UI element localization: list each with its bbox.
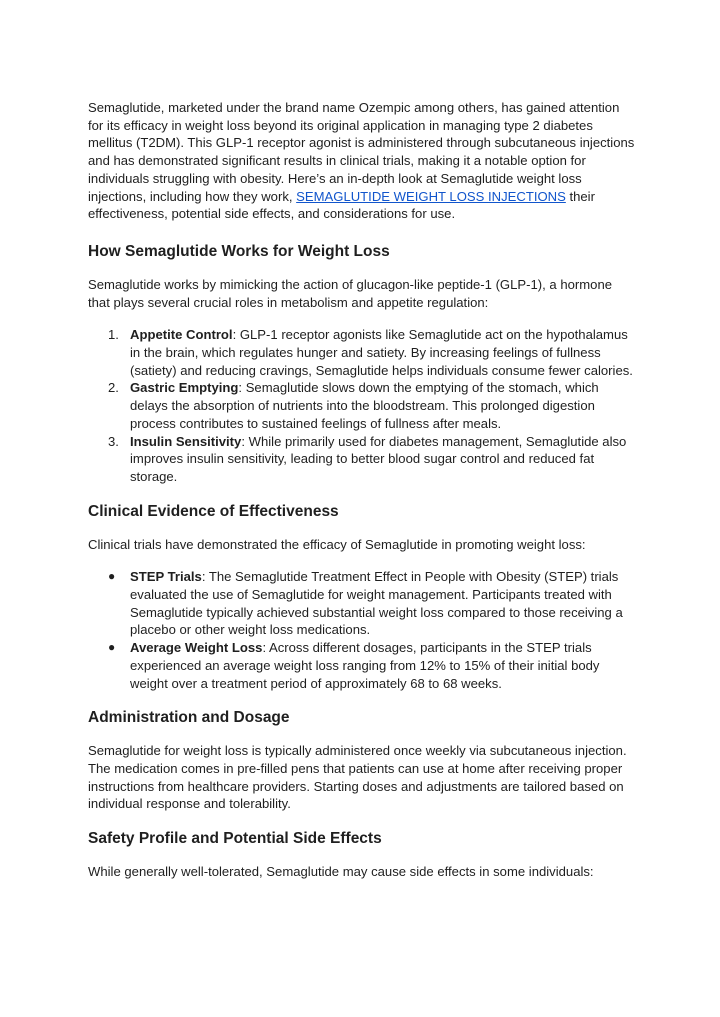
- list-item-text: : Across different dosages, participants in the STEP trials experienced an average weight loss ranging from 12% to 15% of their initial body weight over a treatment period of approximately 68 to 68 weeks.: [130, 640, 600, 691]
- list-item-term: Average Weight Loss: [130, 640, 263, 656]
- intro-text-start: Semaglutide, marketed under the brand name Ozempic among others, has gained attention for its efficacy in weight loss beyond its original application in managing type 2 diabetes mellitus (T2DM). This GLP-1 receptor agonist is administered through subcutaneous injections and has demonstrated significant results in clinical trials, making it a notable option for individuals struggling with obesity. Here’s an in-depth look at Semaglutide weight loss injections, including how they work,: [88, 100, 635, 204]
- bullet-icon: ●: [108, 640, 116, 655]
- list-item: [108, 433, 636, 486]
- heading-administration-dosage: Administration and Dosage: [88, 709, 290, 727]
- clinical-intro: Clinical trials have demonstrated the efficacy of Semaglutide in promoting weight loss:: [88, 536, 586, 552]
- list-item-term: Insulin Sensitivity: [130, 433, 242, 449]
- heading-clinical-evidence: Clinical Evidence of Effectiveness: [88, 502, 339, 520]
- semaglutide-injections-link[interactable]: SEMAGLUTIDE WEIGHT LOSS INJECTIONS: [296, 188, 566, 204]
- heading-how-semaglutide-works: How Semaglutide Works for Weight Loss: [88, 242, 390, 260]
- list-item: [108, 326, 636, 379]
- safety-intro: While generally well-tolerated, Semaglutide may cause side effects in some individuals:: [88, 864, 594, 880]
- list-marker: 1.: [108, 327, 119, 343]
- list-item-text: : GLP-1 receptor agonists like Semaglutide act on the hypothalamus in the brain, which regulates hunger and satiety. By increasing feelings of fullness (satiety) and reducing cravings, Semaglutide helps individuals consume fewer calories.: [130, 327, 633, 378]
- intro-text-end: their effectiveness, potential side effects, and considerations for use.: [88, 188, 595, 222]
- bullet-icon: ●: [108, 569, 116, 584]
- list-item-term: Appetite Control: [130, 327, 233, 343]
- list-item: [108, 568, 636, 639]
- document-page: [88, 99, 636, 881]
- list-marker: 3.: [108, 433, 119, 449]
- list-item-text: : While primarily used for diabetes management, Semaglutide also improves insulin sensitivity, leading to better blood sugar control and reduced fat storage.: [130, 433, 627, 484]
- list-marker: 2.: [108, 380, 119, 396]
- list-item-term: Gastric Emptying: [130, 380, 239, 396]
- list-item: [108, 639, 636, 692]
- list-item: [108, 379, 636, 432]
- intro-paragraph: [88, 99, 636, 223]
- heading-safety-profile: Safety Profile and Potential Side Effects: [88, 830, 382, 848]
- administration-body: Semaglutide for weight loss is typically administered once weekly via subcutaneous injection. The medication comes in pre-filled pens that patients can use at home after receiving proper instructions from healthcare providers. Starting doses and adjustments are tailored based on individual response and tolerability.: [88, 743, 627, 812]
- list-item-text: : The Semaglutide Treatment Effect in People with Obesity (STEP) trials evaluated the use of Semaglutide for weight management. Participants treated with Semaglutide typically achieved substantial weight loss compared to those receiving a placebo or other weight loss medications.: [130, 569, 623, 638]
- list-item-term: STEP Trials: [130, 569, 202, 585]
- how-it-works-intro: Semaglutide works by mimicking the action of glucagon-like peptide-1 (GLP-1), a hormone that plays several crucial roles in metabolism and appetite regulation:: [88, 276, 613, 310]
- list-item-text: : Semaglutide slows down the emptying of the stomach, which delays the absorption of nutrients into the bloodstream. This prolonged digestion process contributes to sustained feelings of fullness after meals.: [130, 380, 599, 431]
- mechanism-list: [88, 326, 636, 485]
- clinical-list: [88, 568, 636, 692]
